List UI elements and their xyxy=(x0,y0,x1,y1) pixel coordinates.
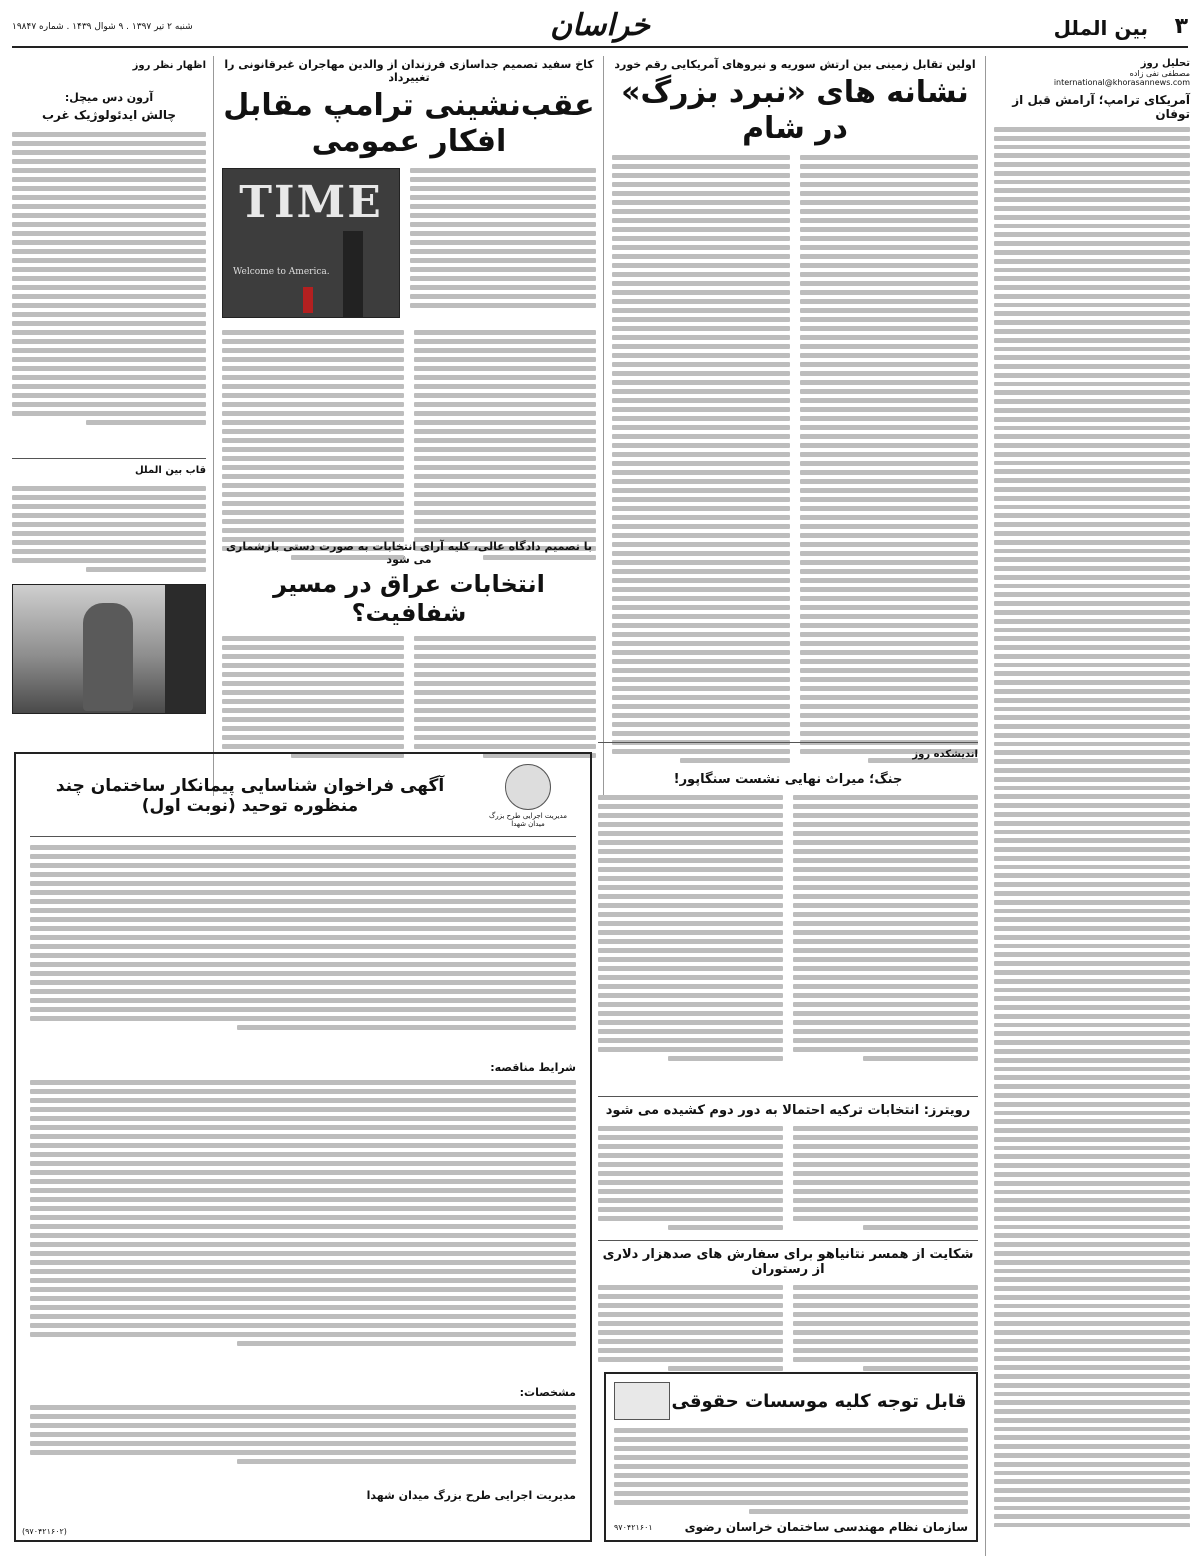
trump-article xyxy=(222,58,596,580)
car-door xyxy=(165,585,205,713)
child-silhouette xyxy=(303,287,313,313)
figure-silhouette xyxy=(83,603,133,711)
frame-caption-body xyxy=(12,486,206,574)
figure-silhouette xyxy=(343,231,363,317)
masthead xyxy=(12,8,1188,48)
analysis-label: تحلیل روز xyxy=(1140,58,1190,69)
trump-kicker: کاخ سفید تصمیم جداسازی فرزندان از والدین مهاجران غیرقانونی را تغییرداد xyxy=(224,58,594,84)
war-body xyxy=(598,795,978,1095)
shaam-headline: نشانه های «نبرد بزرگ» در شام xyxy=(621,75,969,146)
iraq-article xyxy=(222,540,596,776)
iraq-kicker: با تصمیم دادگاه عالی، کلیه آرای انتخابات به صورت دستی بازشماری می شود xyxy=(225,540,593,566)
newspaper-logo: خراسان xyxy=(550,8,650,43)
ad-criteria xyxy=(30,1080,576,1380)
legal-notice xyxy=(604,1372,978,1542)
column-divider xyxy=(603,56,604,796)
turkey-title: رویترز: انتخابات ترکیه احتمالا به دور دوم کشیده می شود xyxy=(605,1103,971,1118)
time-cover-photo xyxy=(222,168,400,318)
shaam-article xyxy=(612,58,978,775)
war-label: اندیشکده روز xyxy=(912,749,978,760)
analysis-body xyxy=(994,127,1190,1527)
ad-intro xyxy=(30,845,576,1055)
time-magazine-logo: TIME xyxy=(239,177,383,228)
iraq-headline: انتخابات عراق در مسیر شفافیت؟ xyxy=(273,570,545,627)
netanyahu-title: شکایت از همسر نتانیاهو برای سفارش های صدهزار دلاری از رستوران xyxy=(602,1247,974,1277)
legal-notice-title: قابل توجه کلیه موسسات حقوقی xyxy=(671,1390,967,1412)
netanyahu-body xyxy=(598,1285,978,1379)
trump-headline: عقب‌نشینی ترامپ مقابل افکار عمومی xyxy=(223,88,595,159)
section-title: بین الملل xyxy=(1053,16,1148,40)
handshake-icon xyxy=(614,1382,670,1420)
date-line: شنبه ۲ تیر ۱۳۹۷ . ۹ شوال ۱۴۳۹ . شماره ۱۹۸۴۷ xyxy=(12,22,193,32)
page-number: ۳ xyxy=(1174,14,1188,39)
column-divider xyxy=(985,56,986,1556)
opinion-article xyxy=(12,60,206,448)
ad-specs-heading: مشخصات: xyxy=(519,1386,576,1399)
frame-section xyxy=(12,458,206,714)
frame-label: قاب بین الملل xyxy=(134,465,206,476)
opinion-label: اظهار نظر روز xyxy=(132,60,206,71)
ad-title: آگهی فراخوان شناسایی پیمانکار ساختمان چند منظوره توحید (نوبت اول) xyxy=(55,776,445,816)
opinion-body xyxy=(12,132,206,448)
legal-notice-code: ۹۷۰۴۲۱۶۰۱ xyxy=(614,1522,653,1532)
opinion-title: چالش ایدئولوژیک غرب xyxy=(41,108,176,122)
war-title: جنگ؛ میراث نهایی نشست سنگاپور! xyxy=(673,772,903,787)
ad-criteria-heading: شرایط مناقصه: xyxy=(490,1061,576,1074)
netanyahu-article xyxy=(598,1240,978,1379)
legal-notice-org: سازمان نظام مهندسی ساختمان خراسان رضوی xyxy=(684,1520,968,1534)
column-divider xyxy=(213,56,214,796)
analysis-author: مصطفی نفی زاده xyxy=(1129,69,1190,78)
analysis-title: آمریکای ترامپ؛ آرامش قبل از توفان xyxy=(1012,93,1190,121)
tender-ad xyxy=(14,752,592,1542)
shaam-kicker: اولین تقابل زمینی بین ارتش سوریه و نیروهای آمریکایی رقم خورد xyxy=(614,58,976,71)
analysis-column xyxy=(994,58,1190,1527)
ad-org-caption: مدیریت اجرایی طرح بزرگ میدان شهدا xyxy=(488,812,567,828)
shaam-body xyxy=(612,155,978,775)
trump-body-top xyxy=(410,168,596,318)
opinion-author: آرون دس میچل: xyxy=(64,91,154,104)
war-article xyxy=(598,742,978,1095)
turkey-article xyxy=(598,1096,978,1244)
turkey-body xyxy=(598,1126,978,1244)
ad-signature: مدیریت اجرایی طرح بزرگ میدان شهدا xyxy=(366,1489,576,1502)
ad-ref-code: (۹۷۰۴۲۱۶۰۲) xyxy=(22,1527,67,1536)
frame-photo xyxy=(12,584,206,714)
ad-specs xyxy=(30,1405,576,1479)
analysis-email: international@khorasannews.com xyxy=(1053,78,1190,87)
time-cover-caption: Welcome to America. xyxy=(233,267,330,277)
municipality-logo-icon xyxy=(505,764,551,810)
legal-notice-body xyxy=(614,1428,968,1514)
